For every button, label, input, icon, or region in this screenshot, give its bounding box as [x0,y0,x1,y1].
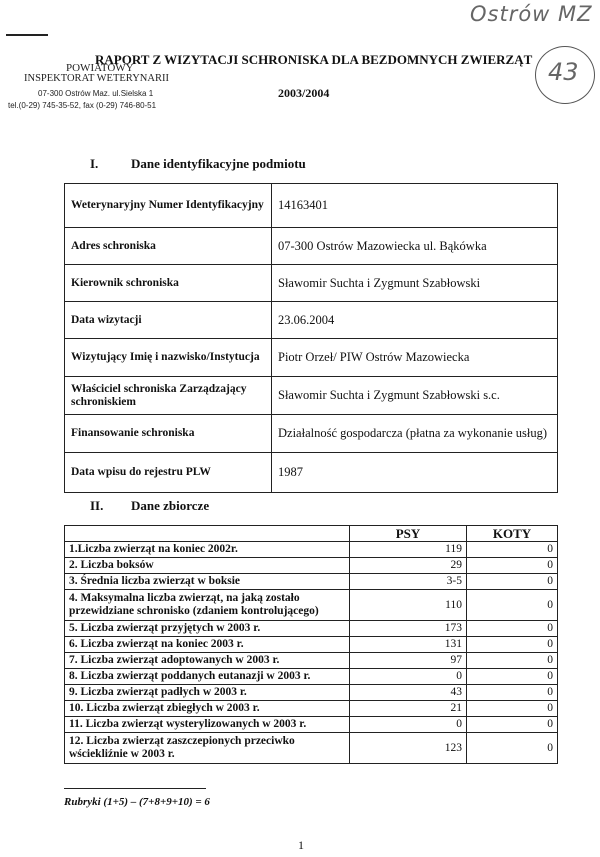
handwritten-note: Ostrów MZ [470,2,593,26]
table-header-row [65,526,558,542]
table-row [65,685,558,701]
identification-table [64,183,558,493]
koty-value: 0 [467,621,558,637]
stamp-line-4: tel.(0-29) 745-35-52, fax (0-29) 746-80-51 [8,101,157,110]
summary-label: 10. Liczba zwierząt zbiegłych w 2003 r. [65,701,350,717]
ident-value: 07-300 Ostrów Mazowiecka ul. Bąkówka [272,228,558,265]
summary-label: 9. Liczba zwierząt padłych w 2003 r. [65,685,350,701]
koty-value: 0 [467,542,558,558]
koty-header: KOTY [467,526,558,542]
summary-label: 7. Liczba zwierząt adoptowanych w 2003 r. [65,653,350,669]
document-title: RAPORT Z WIZYTACJI SCHRONISKA DLA BEZDOMNYCH ZWIERZĄT [95,52,533,67]
table-row [65,701,558,717]
footnote-rule [64,788,206,789]
table-row [65,669,558,685]
table-row [65,574,558,590]
table-row [65,542,558,558]
table-row [65,184,558,228]
psy-value: 0 [350,669,467,685]
koty-value: 0 [467,574,558,590]
summary-label: 5. Liczba zwierząt przyjętych w 2003 r. [65,621,350,637]
summary-label: 1.Liczba zwierząt na koniec 2002r. [65,542,350,558]
ident-value: Piotr Orzeł/ PIW Ostrów Mazowiecka [272,339,558,377]
report-period: 2003/2004 [278,86,330,100]
summary-label: 3. Średnia liczba zwierząt w boksie [65,574,350,590]
table-row [65,558,558,574]
psy-value: 123 [350,733,467,764]
psy-value: 43 [350,685,467,701]
ident-label: Wizytujący Imię i nazwisko/Instytucja [65,339,272,377]
koty-value: 0 [467,701,558,717]
ident-label: Kierownik schroniska [65,265,272,302]
summary-label: 12. Liczba zwierząt zaszczepionych przeciwko wściekliźnie w 2003 r. [65,733,350,764]
table-row [65,377,558,415]
psy-value: 97 [350,653,467,669]
table-row [65,228,558,265]
section-2-heading: Dane zbiorcze [131,498,210,513]
psy-value: 131 [350,637,467,653]
ident-value: Sławomir Suchta i Zygmunt Szabłowski [272,265,558,302]
pen-mark [6,34,48,36]
summary-label-header [65,526,350,542]
table-row [65,302,558,339]
psy-value: 3-5 [350,574,467,590]
stamp-line-1: POWIATOWY [66,62,134,74]
table-row [65,265,558,302]
ident-label: Data wpisu do rejestru PLW [65,453,272,493]
summary-label: 6. Liczba zwierząt na koniec 2003 r. [65,637,350,653]
stamp-line-3: 07-300 Ostrów Maz. ul.Sielska 1 [38,89,154,98]
ident-value: Sławomir Suchta i Zygmunt Szabłowski s.c. [272,377,558,415]
section-2-number: II. [90,498,104,513]
table-row [65,733,558,764]
ident-label: Weterynaryjny Numer Identyfikacyjny [65,184,272,228]
psy-value: 0 [350,717,467,733]
summary-label: 8. Liczba zwierząt poddanych eutanazji w 2003 r. [65,669,350,685]
page-number: 1 [298,838,304,852]
koty-value: 0 [467,637,558,653]
ident-value: 1987 [272,453,558,493]
koty-value: 0 [467,669,558,685]
stamp-line-2: INSPEKTORAT WETERYNARII [24,73,169,84]
ident-label: Właściciel schroniska Zarządzający schroniskiem [65,377,272,415]
table-row [65,339,558,377]
koty-value: 0 [467,717,558,733]
summary-label: 2. Liczba boksów [65,558,350,574]
ident-label: Data wizytacji [65,302,272,339]
koty-value: 0 [467,590,558,621]
section-1-number: I. [90,156,99,171]
koty-value: 0 [467,733,558,764]
psy-value: 110 [350,590,467,621]
psy-value: 21 [350,701,467,717]
koty-value: 0 [467,685,558,701]
table-row [65,415,558,453]
psy-header: PSY [350,526,467,542]
summary-label: 11. Liczba zwierząt wysterylizowanych w 2003 r. [65,717,350,733]
koty-value: 0 [467,653,558,669]
summary-label: 4. Maksymalna liczba zwierząt, na jaką zostało przewidziane schronisko (zdaniem kontrolującego) [65,590,350,621]
ident-label: Finansowanie schroniska [65,415,272,453]
table-row [65,653,558,669]
ident-value: Działalność gospodarcza (płatna za wykonanie usług) [272,415,558,453]
psy-value: 119 [350,542,467,558]
table-row [65,717,558,733]
table-row [65,590,558,621]
summary-table [64,525,558,764]
footnote: Rubryki (1+5) – (7+8+9+10) = 6 [64,796,210,808]
table-row [65,621,558,637]
ident-label: Adres schroniska [65,228,272,265]
table-row [65,637,558,653]
psy-value: 173 [350,621,467,637]
table-row [65,453,558,493]
handwritten-number: 43 [548,58,579,86]
koty-value: 0 [467,558,558,574]
ident-value: 23.06.2004 [272,302,558,339]
ident-value: 14163401 [272,184,558,228]
psy-value: 29 [350,558,467,574]
section-1-heading: Dane identyfikacyjne podmiotu [131,156,306,171]
